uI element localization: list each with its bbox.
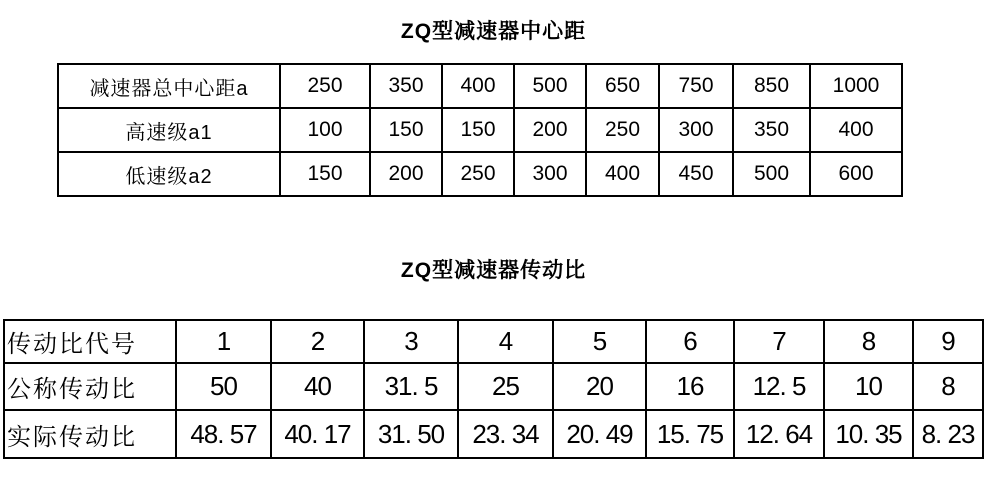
value-cell: 1 <box>176 320 271 363</box>
value-cell: 500 <box>733 152 810 196</box>
row-label: 公称传动比 <box>4 363 176 410</box>
value-cell: 8 <box>824 320 913 363</box>
table-row <box>4 363 983 410</box>
value-cell: 50 <box>176 363 271 410</box>
value-cell: 2 <box>271 320 364 363</box>
value-cell: 12. 5 <box>734 363 824 410</box>
value-cell: 20 <box>553 363 646 410</box>
value-cell: 100 <box>280 108 370 152</box>
value-cell: 20. 49 <box>553 410 646 458</box>
value-cell: 650 <box>586 64 659 108</box>
row-label: 减速器总中心距a <box>58 64 280 108</box>
value-cell: 150 <box>370 108 442 152</box>
value-cell: 250 <box>280 64 370 108</box>
value-cell: 31. 50 <box>364 410 458 458</box>
table-row <box>4 320 983 363</box>
value-cell: 31. 5 <box>364 363 458 410</box>
value-cell: 6 <box>646 320 734 363</box>
row-label: 低速级a2 <box>58 152 280 196</box>
table-row <box>58 152 902 196</box>
value-cell: 12. 64 <box>734 410 824 458</box>
value-cell: 500 <box>514 64 586 108</box>
value-cell: 9 <box>913 320 983 363</box>
value-cell: 3 <box>364 320 458 363</box>
value-cell: 1000 <box>810 64 902 108</box>
center-distance-table-title: ZQ型减速器中心距 <box>400 20 587 43</box>
value-cell: 300 <box>514 152 586 196</box>
value-cell: 40. 17 <box>271 410 364 458</box>
value-cell: 200 <box>514 108 586 152</box>
value-cell: 150 <box>280 152 370 196</box>
value-cell: 48. 57 <box>176 410 271 458</box>
value-cell: 850 <box>733 64 810 108</box>
row-label: 实际传动比 <box>4 410 176 458</box>
value-cell: 400 <box>442 64 514 108</box>
value-cell: 600 <box>810 152 902 196</box>
table-row <box>58 64 902 108</box>
value-cell: 15. 75 <box>646 410 734 458</box>
value-cell: 350 <box>733 108 810 152</box>
value-cell: 8 <box>913 363 983 410</box>
value-cell: 7 <box>734 320 824 363</box>
value-cell: 40 <box>271 363 364 410</box>
value-cell: 450 <box>659 152 733 196</box>
value-cell: 5 <box>553 320 646 363</box>
value-cell: 10 <box>824 363 913 410</box>
ratio-table <box>3 319 984 459</box>
value-cell: 200 <box>370 152 442 196</box>
value-cell: 350 <box>370 64 442 108</box>
value-cell: 250 <box>586 108 659 152</box>
table-row <box>58 108 902 152</box>
value-cell: 300 <box>659 108 733 152</box>
value-cell: 750 <box>659 64 733 108</box>
value-cell: 16 <box>646 363 734 410</box>
table-row <box>4 410 983 458</box>
value-cell: 25 <box>458 363 553 410</box>
center-distance-table <box>57 63 903 197</box>
ratio-table-title: ZQ型减速器传动比 <box>400 259 587 282</box>
value-cell: 400 <box>810 108 902 152</box>
row-label: 传动比代号 <box>4 320 176 363</box>
value-cell: 10. 35 <box>824 410 913 458</box>
value-cell: 4 <box>458 320 553 363</box>
value-cell: 250 <box>442 152 514 196</box>
value-cell: 8. 23 <box>913 410 983 458</box>
value-cell: 150 <box>442 108 514 152</box>
value-cell: 400 <box>586 152 659 196</box>
value-cell: 23. 34 <box>458 410 553 458</box>
row-label: 高速级a1 <box>58 108 280 152</box>
